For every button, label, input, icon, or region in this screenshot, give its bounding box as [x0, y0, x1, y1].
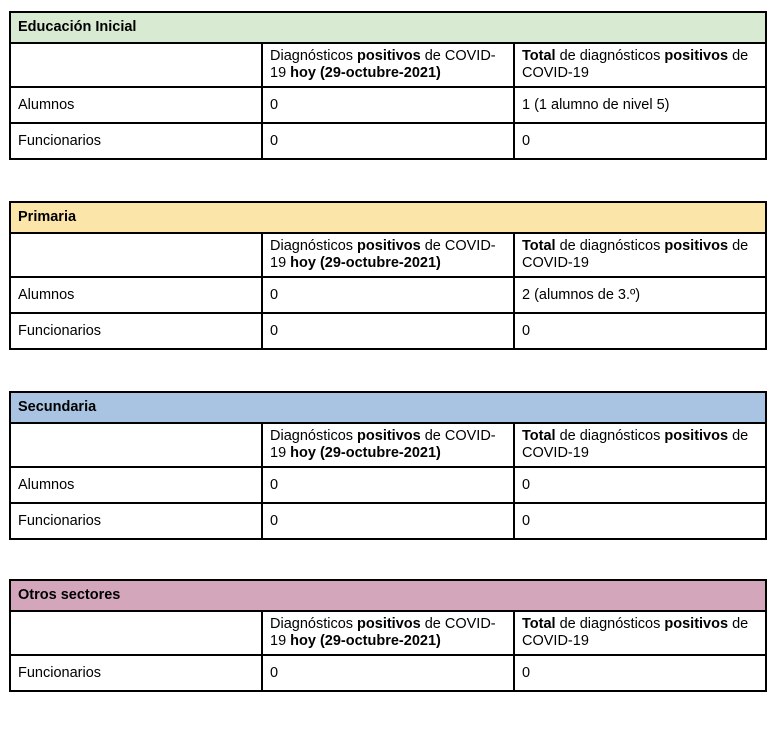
today-value: 0 — [262, 313, 514, 349]
total-value: 0 — [514, 503, 766, 539]
empty-header-cell — [10, 423, 262, 467]
total-value: 0 — [514, 655, 766, 691]
header-total: Total de diagnósticos positivos de COVID-19 — [514, 43, 766, 87]
empty-header-cell — [10, 233, 262, 277]
section-title: Primaria — [10, 202, 766, 233]
table-row — [10, 277, 766, 313]
header-today: Diagnósticos positivos de COVID-19 hoy (29-octubre-2021) — [262, 43, 514, 87]
section-title: Educación Inicial — [10, 12, 766, 43]
row-label: Funcionarios — [10, 123, 262, 159]
today-value: 0 — [262, 123, 514, 159]
table-secundaria — [9, 391, 767, 540]
row-label: Alumnos — [10, 467, 262, 503]
today-value: 0 — [262, 277, 514, 313]
table-otros-sectores — [9, 579, 767, 692]
today-value: 0 — [262, 503, 514, 539]
header-total: Total de diagnósticos positivos de COVID-19 — [514, 423, 766, 467]
total-value: 0 — [514, 123, 766, 159]
table-educacion-inicial — [9, 11, 767, 160]
table-row — [10, 503, 766, 539]
total-value: 0 — [514, 313, 766, 349]
row-label: Funcionarios — [10, 655, 262, 691]
row-label: Alumnos — [10, 277, 262, 313]
table-primaria — [9, 201, 767, 350]
row-label: Funcionarios — [10, 503, 262, 539]
header-total: Total de diagnósticos positivos de COVID-19 — [514, 233, 766, 277]
section-title: Secundaria — [10, 392, 766, 423]
table-row — [10, 655, 766, 691]
header-total: Total de diagnósticos positivos de COVID-19 — [514, 611, 766, 655]
table-row — [10, 467, 766, 503]
table-row — [10, 87, 766, 123]
today-value: 0 — [262, 467, 514, 503]
empty-header-cell — [10, 611, 262, 655]
header-today: Diagnósticos positivos de COVID-19 hoy (29-octubre-2021) — [262, 423, 514, 467]
header-today: Diagnósticos positivos de COVID-19 hoy (29-octubre-2021) — [262, 233, 514, 277]
row-label: Funcionarios — [10, 313, 262, 349]
section-title: Otros sectores — [10, 580, 766, 611]
header-today: Diagnósticos positivos de COVID-19 hoy (29-octubre-2021) — [262, 611, 514, 655]
row-label: Alumnos — [10, 87, 262, 123]
total-value: 0 — [514, 467, 766, 503]
total-value: 2 (alumnos de 3.º) — [514, 277, 766, 313]
total-value: 1 (1 alumno de nivel 5) — [514, 87, 766, 123]
table-row — [10, 313, 766, 349]
table-row — [10, 123, 766, 159]
today-value: 0 — [262, 87, 514, 123]
empty-header-cell — [10, 43, 262, 87]
today-value: 0 — [262, 655, 514, 691]
